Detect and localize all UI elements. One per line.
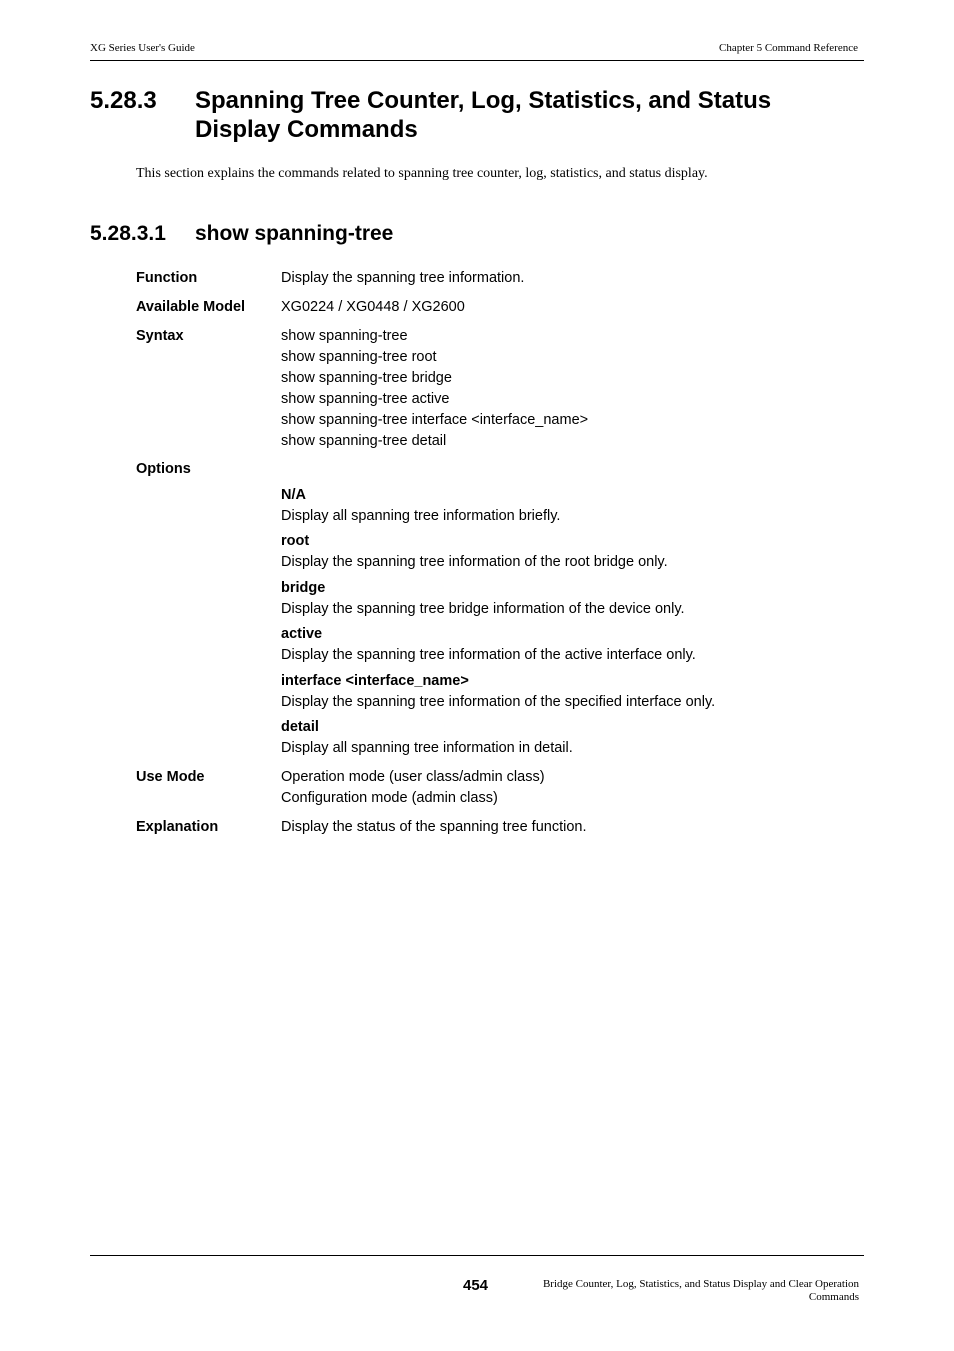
options-row (136, 459, 836, 480)
use-mode-line: Operation mode (user class/admin class) (281, 769, 545, 785)
use-mode-label: Use Mode (136, 769, 205, 785)
syntax-line: show spanning-tree bridge (281, 370, 452, 386)
explanation-row (136, 817, 836, 838)
footer-line: Bridge Counter, Log, Statistics, and Status Display and Clear Operation (542, 1278, 859, 1290)
header-divider (90, 60, 864, 61)
option-description: Display the spanning tree information of the root bridge only. (281, 554, 668, 570)
section-title: Spanning Tree Counter, Log, Statistics, and Status Display Commands (195, 87, 772, 143)
syntax-line: show spanning-tree detail (281, 433, 447, 449)
option-name: root (281, 533, 310, 549)
available-model-label: Available Model (136, 299, 246, 315)
page-number: 454 (463, 1277, 489, 1294)
option-description: Display the spanning tree bridge information of the device only. (281, 601, 685, 617)
running-header-chapter: Chapter 5 Command Reference (719, 42, 858, 54)
options-label: Options (136, 461, 191, 477)
section-intro: This section explains the commands related to spanning tree counter, log, statistics, and status display. (136, 166, 708, 181)
footer-divider (90, 1255, 864, 1256)
option-item (281, 485, 560, 527)
syntax-line: show spanning-tree (281, 328, 408, 344)
subsection-title: show spanning-tree (195, 222, 394, 245)
use-mode-lines (281, 767, 836, 809)
available-model-row (136, 297, 836, 318)
use-mode-line: Configuration mode (admin class) (281, 790, 498, 806)
option-item (281, 531, 668, 573)
option-name: interface <interface_name> (281, 673, 469, 689)
syntax-line: show spanning-tree active (281, 391, 450, 407)
option-description: Display the spanning tree information of the specified interface only. (281, 694, 716, 710)
available-model-value: XG0224 / XG0448 / XG2600 (281, 299, 465, 315)
option-description: Display the spanning tree information of the active interface only. (281, 647, 696, 663)
function-label: Function (136, 270, 198, 286)
subsection-number: 5.28.3.1 (90, 222, 166, 245)
option-name: bridge (281, 580, 326, 596)
option-description: Display all spanning tree information in detail. (281, 740, 573, 756)
syntax-label: Syntax (136, 328, 184, 344)
explanation-value: Display the status of the spanning tree function. (281, 819, 587, 835)
function-value: Display the spanning tree information. (281, 270, 525, 286)
syntax-lines (281, 326, 836, 452)
option-description: Display all spanning tree information briefly. (281, 508, 561, 524)
subsection-heading (90, 222, 393, 246)
option-item (281, 671, 715, 713)
section-heading (90, 86, 860, 144)
explanation-label: Explanation (136, 819, 219, 835)
footer-line: Commands (808, 1291, 859, 1303)
function-row (136, 268, 836, 289)
option-name: N/A (281, 487, 306, 503)
running-header-title: XG Series User's Guide (90, 42, 195, 54)
footer-section-title (543, 1278, 859, 1304)
syntax-line: show spanning-tree interface <interface_name> (281, 412, 589, 428)
use-mode-row (136, 767, 836, 809)
option-name: detail (281, 719, 319, 735)
syntax-row (136, 326, 836, 452)
syntax-line: show spanning-tree root (281, 349, 437, 365)
section-number: 5.28.3 (90, 87, 157, 114)
option-name: active (281, 626, 323, 642)
option-item (281, 578, 685, 620)
option-item (281, 624, 696, 666)
option-item (281, 717, 573, 759)
